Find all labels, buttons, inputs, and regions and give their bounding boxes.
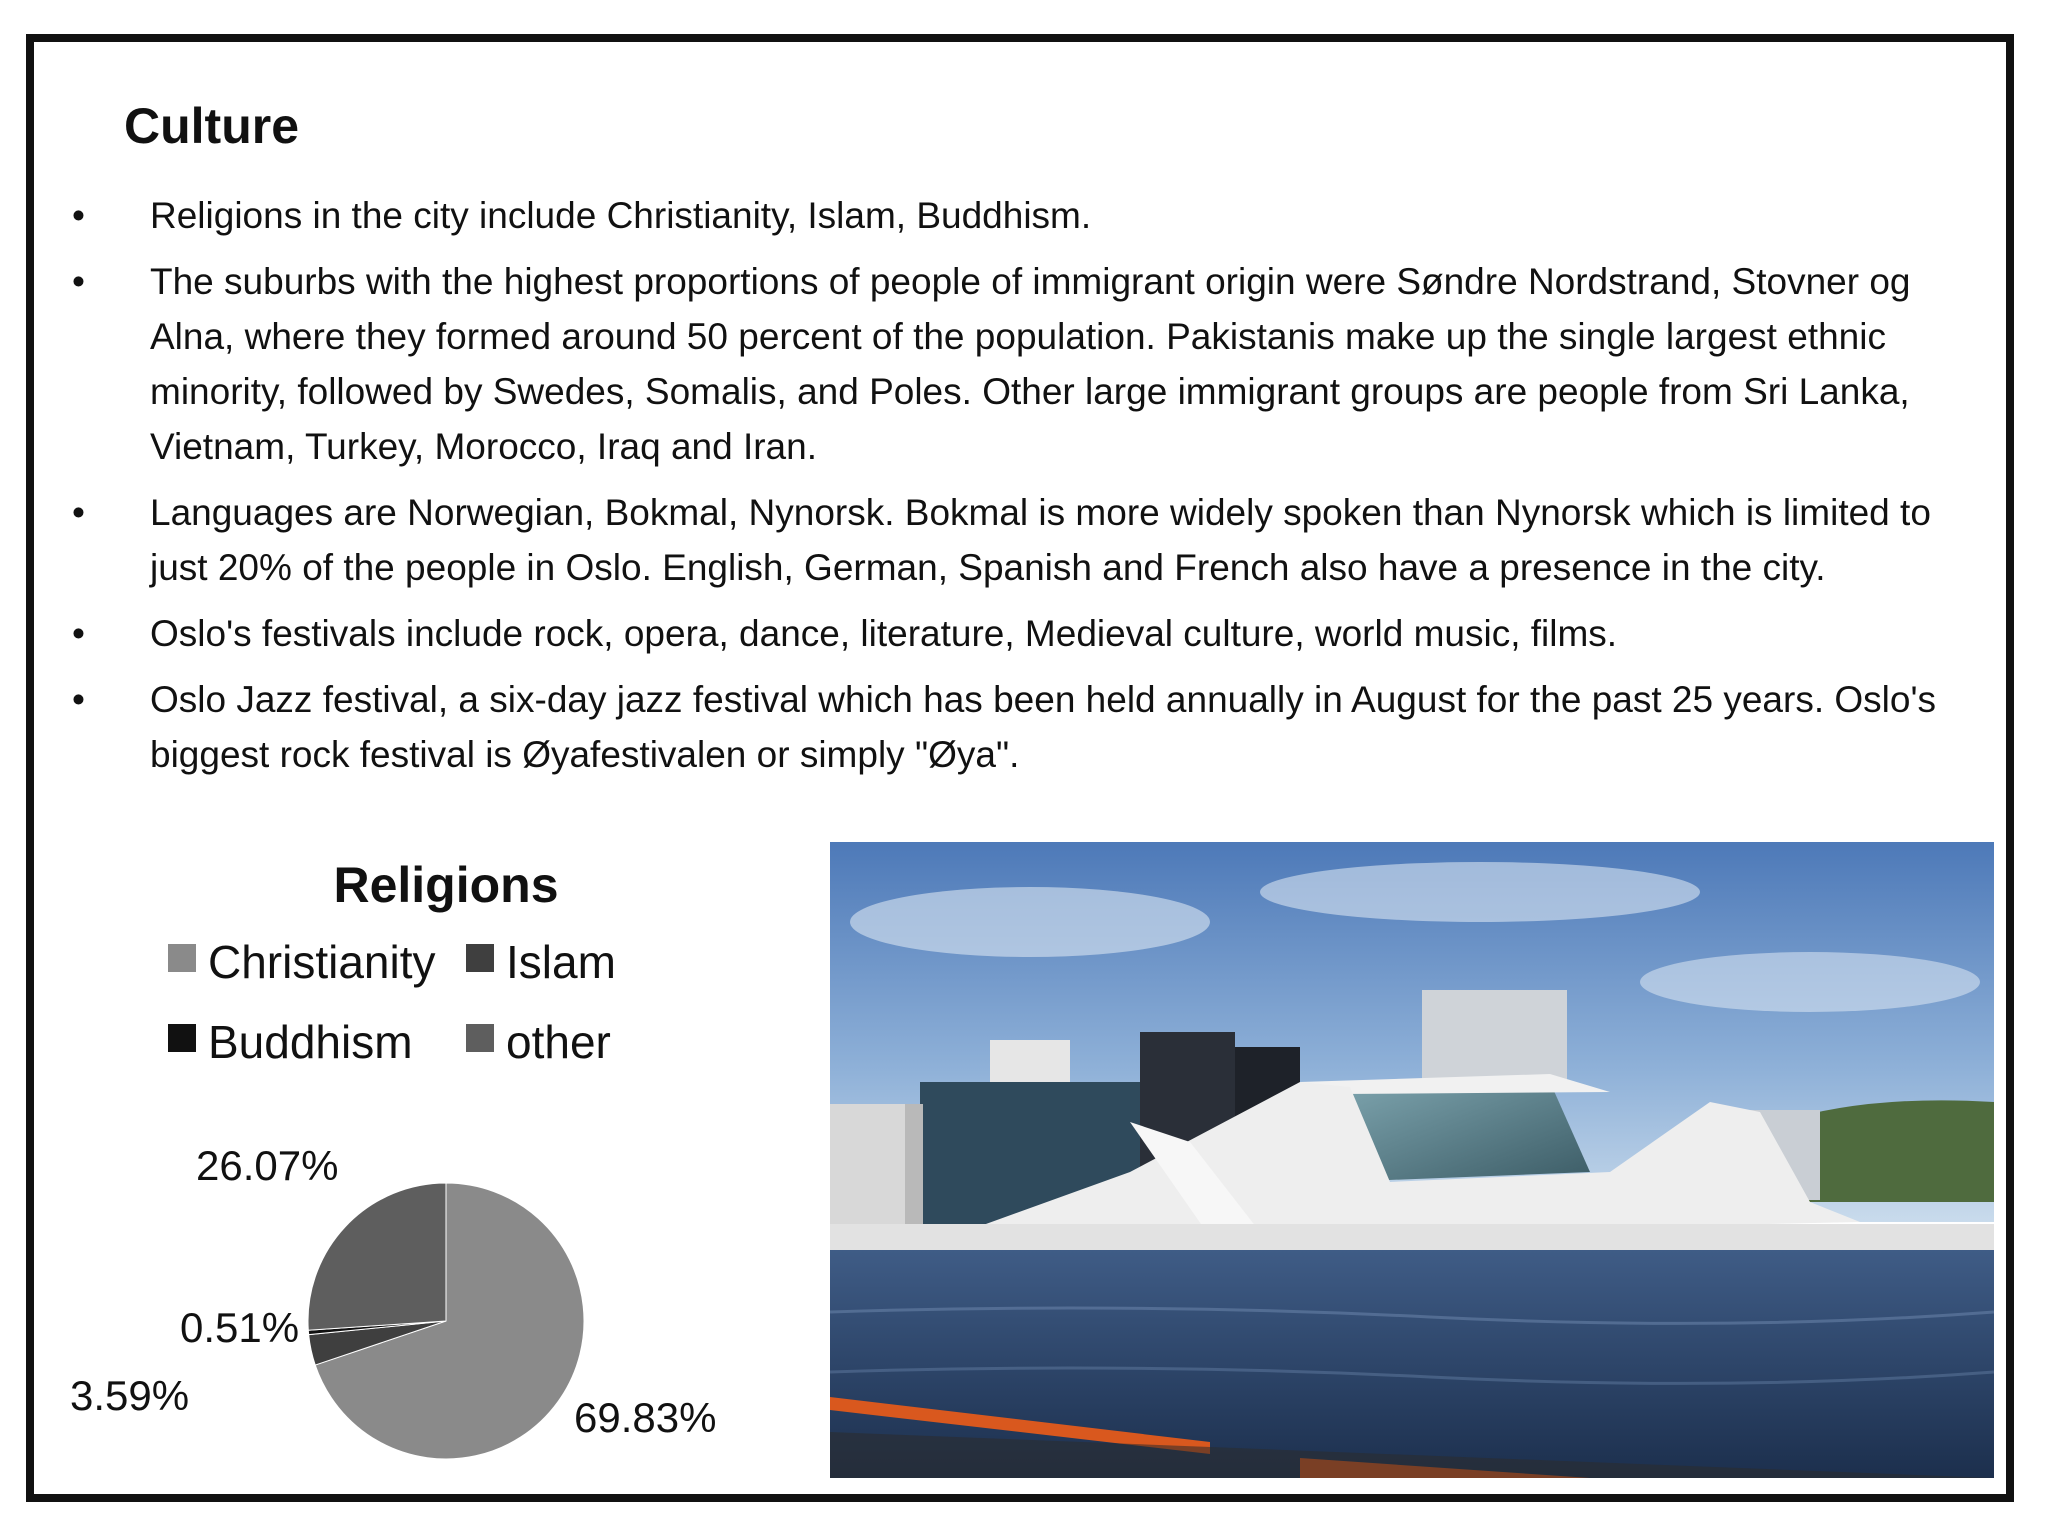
legend-label: Buddhism: [208, 1016, 413, 1068]
legend-swatch: [466, 944, 494, 972]
bullet-dot: •: [72, 679, 85, 720]
bullet-dot: •: [72, 195, 85, 236]
bullet-dot: •: [72, 613, 85, 654]
bullet-text: The suburbs with the highest proportions of people of immigrant origin were Søndre Nordstrand, Stovner og Alna, where they formed around 50 percent of the population. Pakistanis make up the single largest ethnic minority, followed by Swedes, Somalis, and Poles. Other large immigrant groups are people from Sri Lanka, Vietnam, Turkey, Morocco, Iraq and Iran.: [150, 261, 1911, 467]
bullet-item: [70, 188, 1990, 243]
pie-data-label: 69.83%: [574, 1394, 717, 1441]
bullet-text: Oslo Jazz festival, a six-day jazz festival which has been held annually in August for the past 25 years. Oslo's biggest rock festival is Øyafestivalen or simply "Øya".: [150, 679, 1937, 775]
legend-swatch: [168, 1024, 196, 1052]
legend-label: other: [506, 1016, 611, 1068]
opera-house-photo-icon: [830, 842, 1994, 1478]
bullet-item: [70, 606, 1990, 661]
legend-swatch: [168, 944, 196, 972]
bullet-item: [70, 485, 1990, 595]
pie-data-label: 26.07%: [196, 1142, 339, 1189]
pie-data-label: 0.51%: [180, 1304, 300, 1351]
bullet-dot: •: [72, 261, 85, 302]
bullet-item: [70, 254, 1990, 474]
chart-title: Religions: [333, 860, 559, 913]
bullet-text: Languages are Norwegian, Bokmal, Nynorsk. Bokmal is more widely spoken than Nynorsk which is limited to just 20% of the people in Oslo. English, German, Spanish and French also have a presence in the city.: [150, 492, 1931, 588]
pie-data-label: 3.59%: [70, 1372, 190, 1419]
legend-swatch: [466, 1024, 494, 1052]
slide-title: Culture: [124, 98, 299, 154]
bullet-item: [70, 672, 1990, 782]
bullet-text: Oslo's festivals include rock, opera, dance, literature, Medieval culture, world music, films.: [150, 613, 1618, 654]
religions-chart: [60, 860, 820, 1460]
bullet-dot: •: [72, 492, 85, 533]
bullet-text: Religions in the city include Christianity, Islam, Buddhism.: [150, 195, 1092, 236]
legend-label: Islam: [506, 936, 616, 988]
religions-pie-svg: [60, 860, 820, 1460]
opera-house-photo: [830, 842, 1994, 1478]
legend-label: Christianity: [208, 936, 436, 988]
bullet-list: [70, 188, 1990, 793]
pie-slice: [308, 1183, 446, 1330]
